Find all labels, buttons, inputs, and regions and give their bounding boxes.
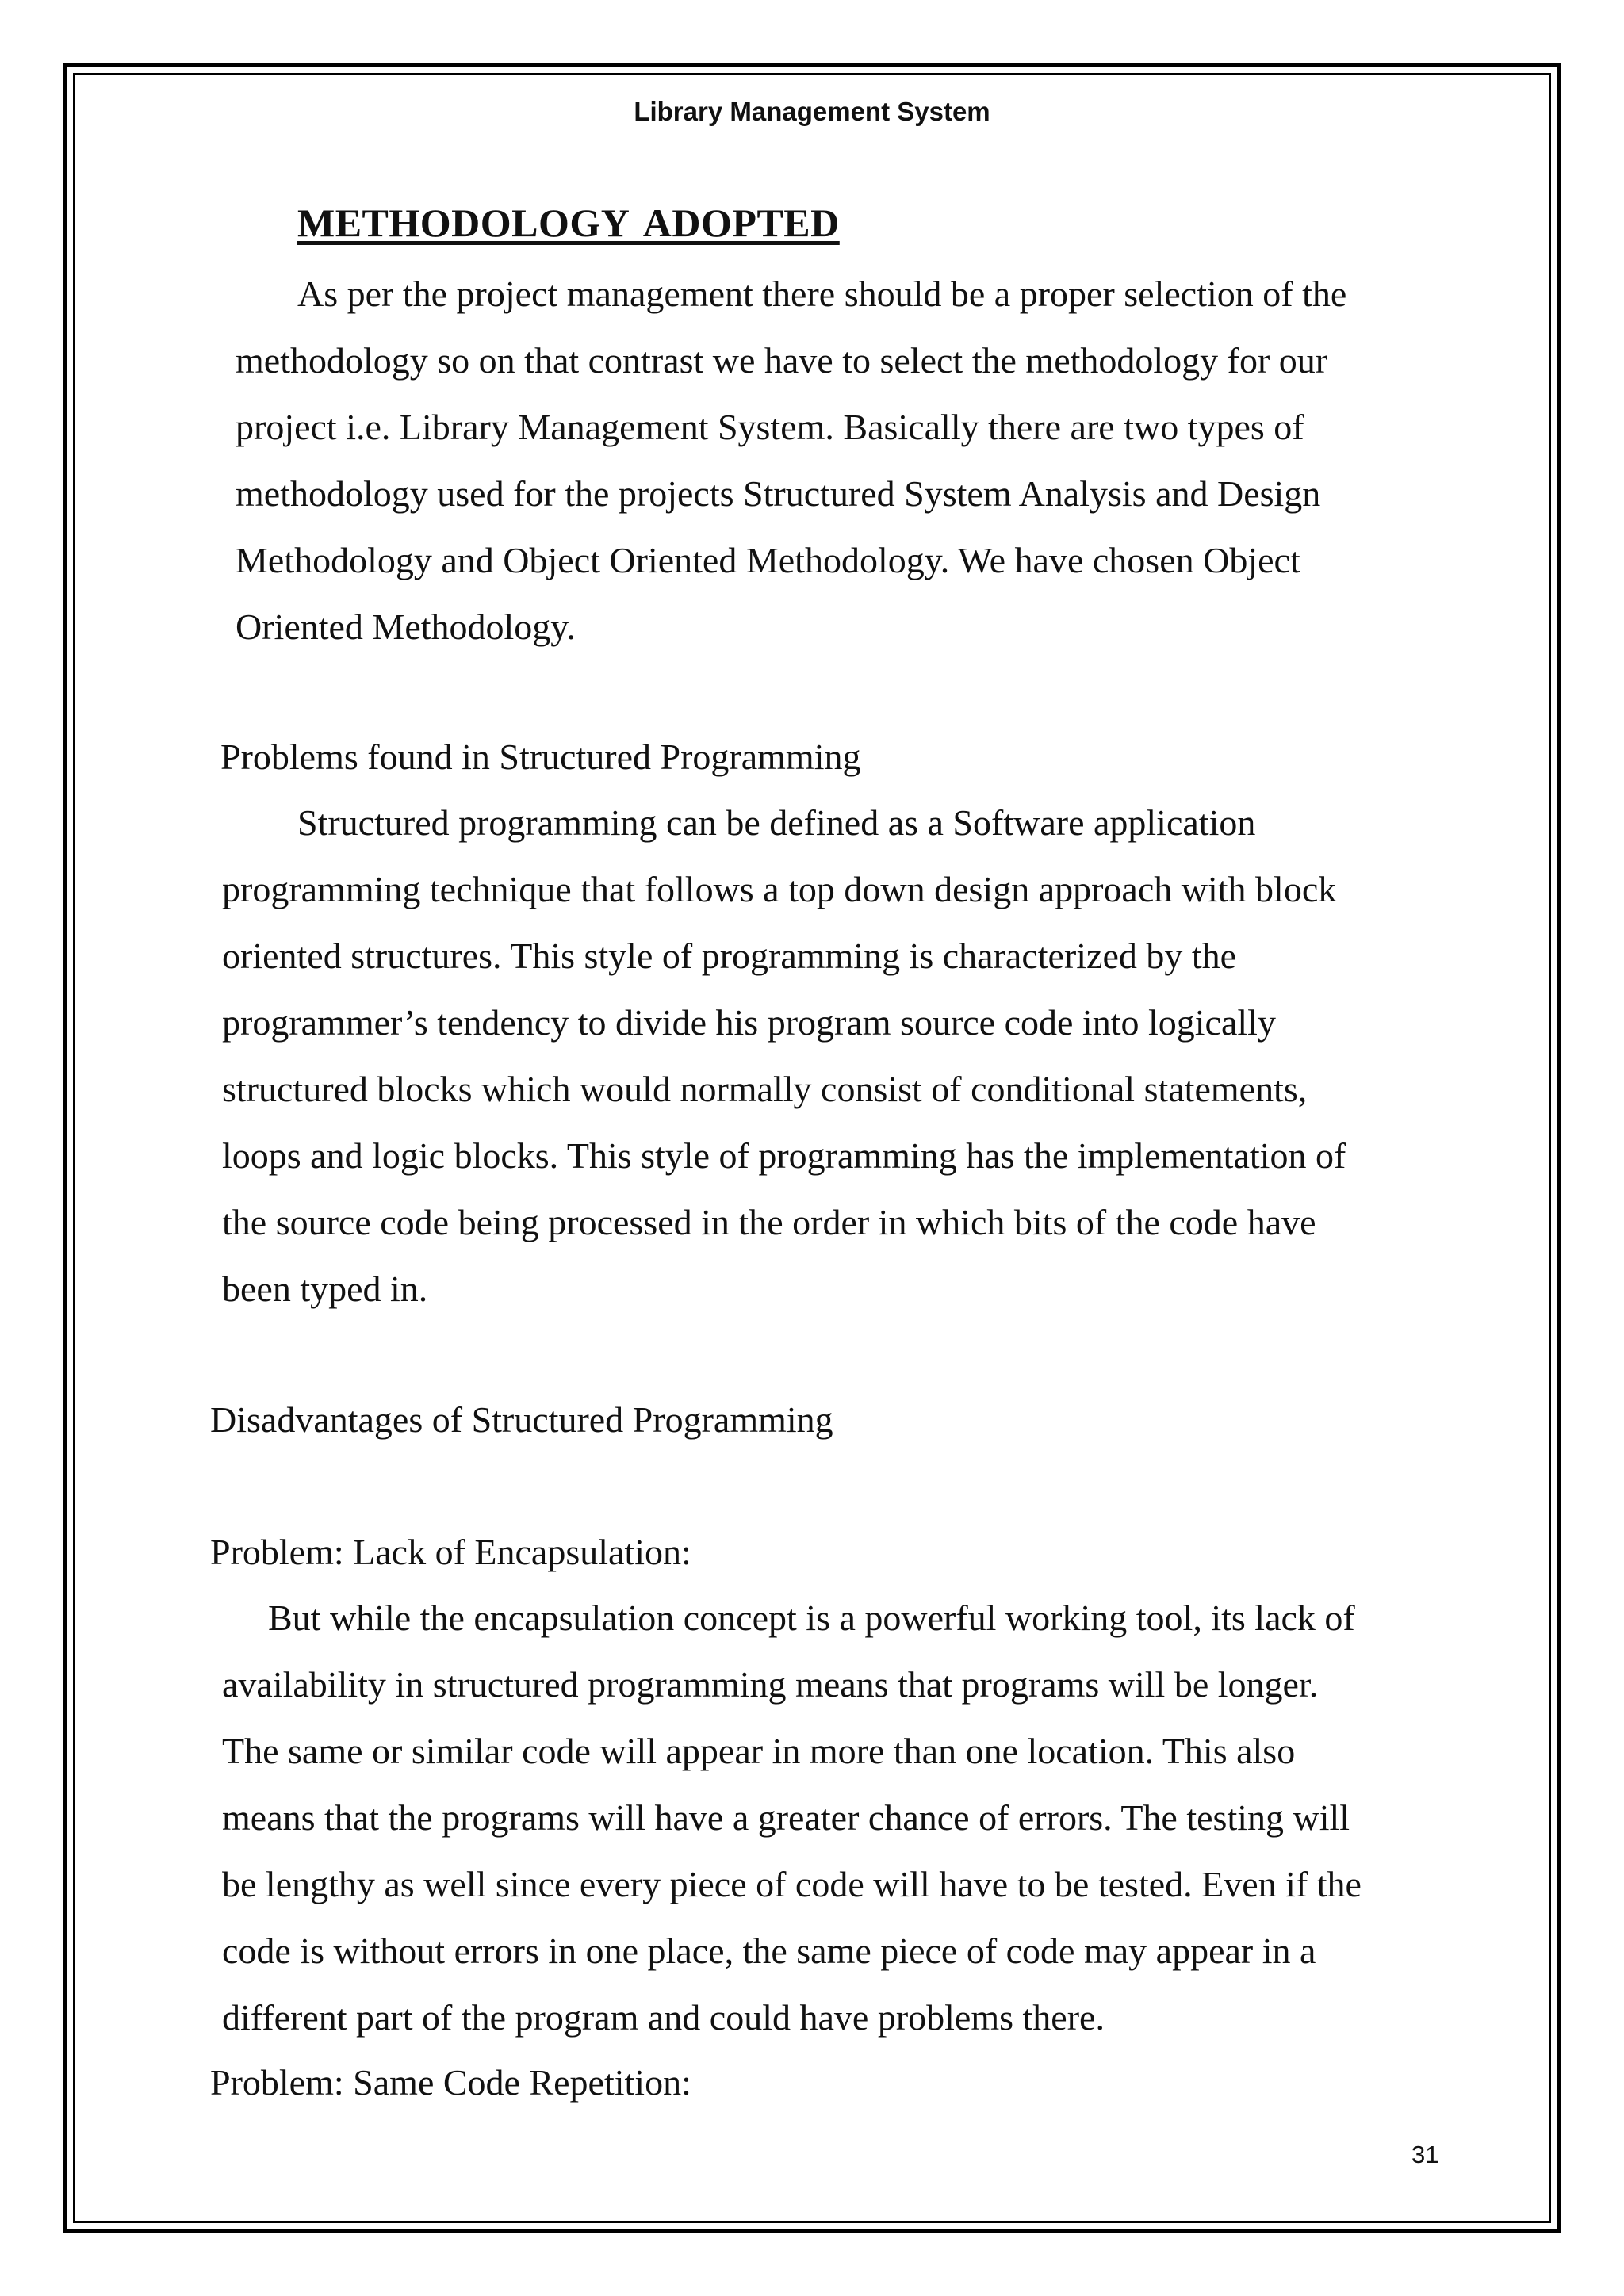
paragraph-line: project i.e. Library Management System. Basically there are two types of bbox=[236, 407, 1304, 447]
section-heading: METHODOLOGY ADOPTED bbox=[297, 201, 840, 245]
subheading: Problems found in Structured Programming bbox=[220, 737, 861, 777]
paragraph-line: Oriented Methodology. bbox=[236, 607, 576, 647]
paragraph-line: methodology used for the projects Structured System Analysis and Design bbox=[236, 473, 1321, 514]
paragraph-line: programmer’s tendency to divide his program source code into logically bbox=[222, 1002, 1276, 1043]
paragraph-line: loops and logic blocks. This style of programming has the implementation of bbox=[222, 1135, 1346, 1176]
paragraph-line: the source code being processed in the order in which bits of the code have bbox=[222, 1202, 1316, 1242]
paragraph-line: means that the programs will have a greater chance of errors. The testing will bbox=[222, 1797, 1350, 1838]
paragraph-line: been typed in. bbox=[222, 1269, 428, 1309]
paragraph-line: Methodology and Object Oriented Methodology. We have chosen Object bbox=[236, 540, 1300, 580]
paragraph-line: availability in structured programming means that programs will be longer. bbox=[222, 1664, 1319, 1705]
subheading: Problem: Lack of Encapsulation: bbox=[210, 1532, 691, 1572]
page-number: 31 bbox=[1411, 2141, 1439, 2168]
subheading: Problem: Same Code Repetition: bbox=[210, 2062, 691, 2103]
paragraph-line: different part of the program and could have problems there. bbox=[222, 1997, 1105, 2038]
paragraph-line: code is without errors in one place, the same piece of code may appear in a bbox=[222, 1931, 1316, 1971]
running-header: Library Management System bbox=[634, 97, 990, 126]
paragraph-line: Structured programming can be defined as a Software application bbox=[297, 802, 1256, 843]
paragraph-line: As per the project management there should be a proper selection of the bbox=[297, 274, 1347, 314]
paragraph-line: methodology so on that contrast we have to select the methodology for our bbox=[236, 340, 1328, 381]
paragraph-line: programming technique that follows a top down design approach with block bbox=[222, 869, 1337, 909]
subheading: Disadvantages of Structured Programming bbox=[210, 1399, 833, 1440]
paragraph-line: The same or similar code will appear in more than one location. This also bbox=[222, 1731, 1296, 1771]
paragraph-line: But while the encapsulation concept is a powerful working tool, its lack of bbox=[268, 1598, 1355, 1638]
paragraph-line: structured blocks which would normally consist of conditional statements, bbox=[222, 1069, 1308, 1109]
paragraph-line: be lengthy as well since every piece of code will have to be tested. Even if the bbox=[222, 1864, 1362, 1904]
paragraph-line: oriented structures. This style of programming is characterized by the bbox=[222, 936, 1237, 976]
